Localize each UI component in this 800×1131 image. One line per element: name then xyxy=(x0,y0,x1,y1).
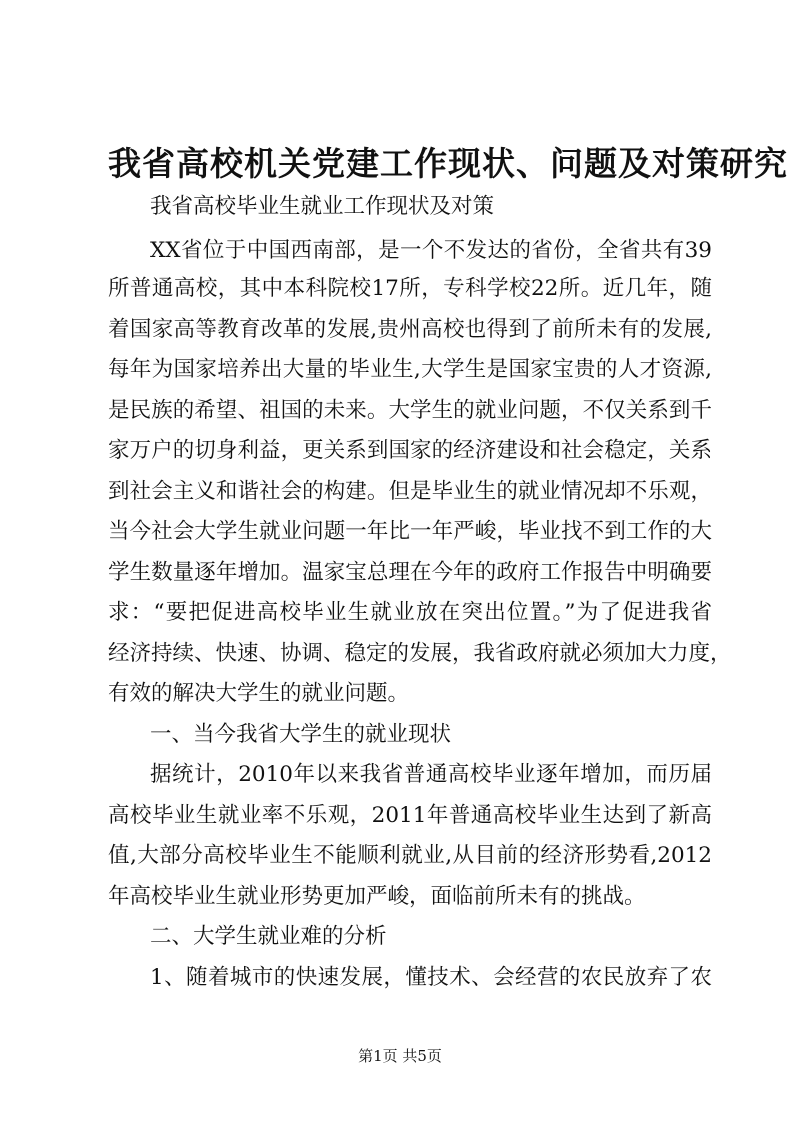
paragraph-line: 求：“要把促进高校毕业生就业放在突出位置。”为了促进我省 xyxy=(108,600,712,625)
paragraph-line: 所普通高校，其中本科院校17所，专科学校22所。近几年，随 xyxy=(108,276,712,301)
section-heading: 二、大学生就业难的分析 xyxy=(150,924,387,949)
paragraph-line: 高校毕业生就业率不乐观，2011年普通高校毕业生达到了新高 xyxy=(108,803,712,828)
paragraph-line: 据统计，2010年以来我省普通高校毕业逐年增加，而历届 xyxy=(150,762,712,787)
paragraph-line: 值,大部分高校毕业生不能顺利就业,从目前的经济形势看,2012 xyxy=(108,843,712,868)
paragraph-line: 着国家高等教育改革的发展,贵州高校也得到了前所未有的发展, xyxy=(108,317,712,342)
paragraph-line: 学生数量逐年增加。温家宝总理在今年的政府工作报告中明确要 xyxy=(108,560,712,585)
paragraph-line: 到社会主义和谐社会的构建。但是毕业生的就业情况却不乐观， xyxy=(108,479,712,504)
section-heading: 一、当今我省大学生的就业现状 xyxy=(150,722,452,747)
paragraph-line: 家万户的切身利益，更关系到国家的经济建设和社会稳定，关系 xyxy=(108,438,712,463)
paragraph-line: 有效的解决大学生的就业问题。 xyxy=(108,681,410,706)
paragraph-line: 是民族的希望、祖国的未来。大学生的就业问题，不仅关系到千 xyxy=(108,398,712,423)
paragraph-line: 1、随着城市的快速发展，懂技术、会经营的农民放弃了农 xyxy=(150,965,712,990)
page-footer: 第1页 共5页 xyxy=(358,1047,442,1065)
paragraph-line: XX省位于中国西南部，是一个不发达的省份，全省共有39 xyxy=(150,238,712,263)
paragraph-line: 当今社会大学生就业问题一年比一年严峻，毕业找不到工作的大 xyxy=(108,519,712,544)
paragraph-line: 经济持续、快速、协调、稳定的发展，我省政府就必须加大力度， xyxy=(108,641,732,666)
document-title: 我省高校机关党建工作现状、问题及对策研究 xyxy=(108,144,788,183)
paragraph-line: 每年为国家培养出大量的毕业生,大学生是国家宝贵的人才资源, xyxy=(108,357,712,382)
section-heading: 我省高校毕业生就业工作现状及对策 xyxy=(150,194,495,219)
paragraph-line: 年高校毕业生就业形势更加严峻，面临前所未有的挑战。 xyxy=(108,884,646,909)
